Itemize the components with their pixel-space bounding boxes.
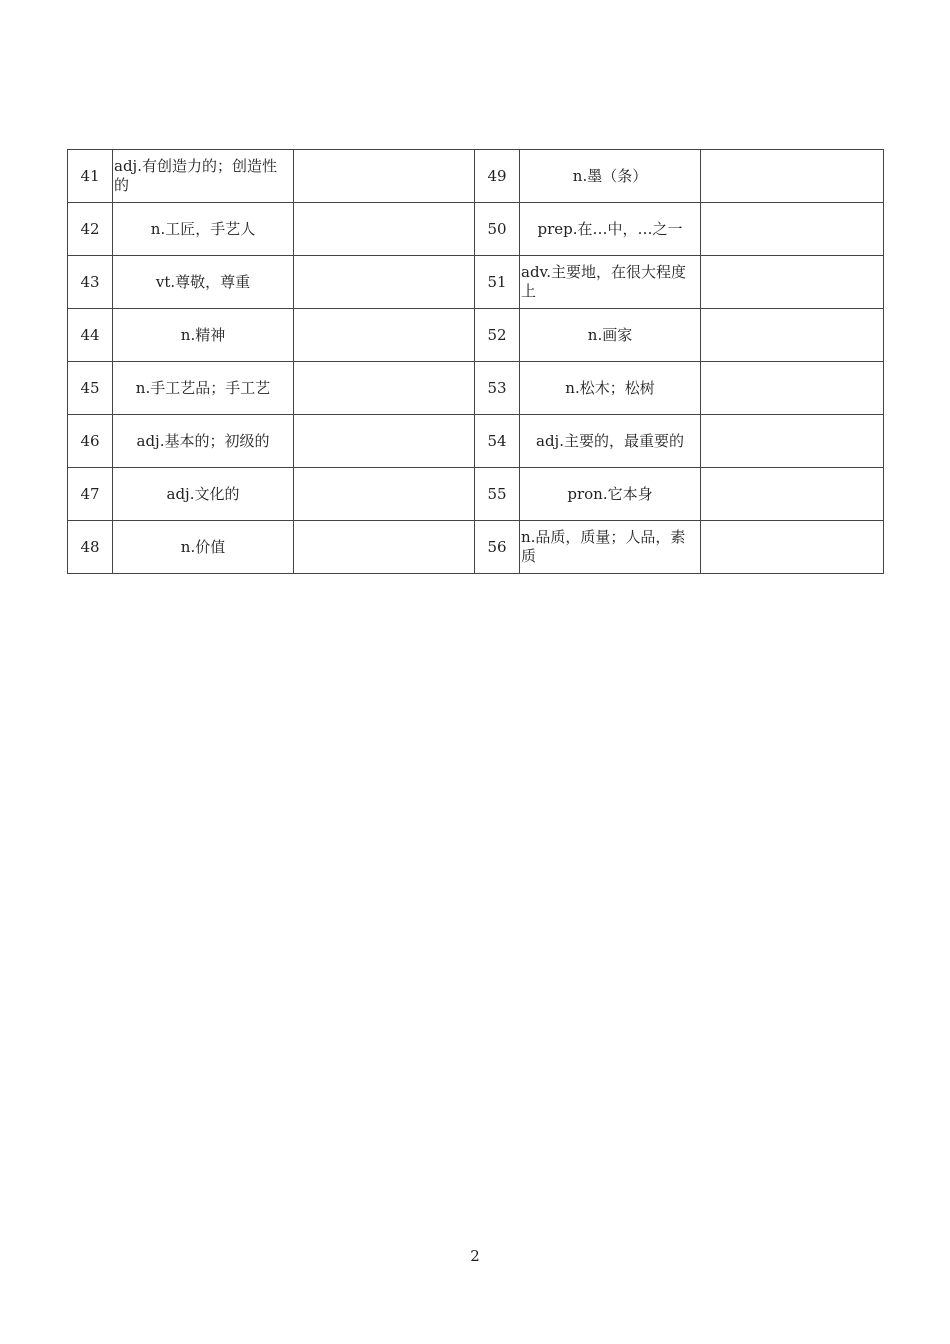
item-meaning: n.松木；松树 — [520, 362, 701, 415]
item-meaning: n.价值 — [113, 521, 294, 574]
table-row — [68, 521, 884, 574]
item-number: 41 — [68, 150, 113, 203]
item-number: 43 — [68, 256, 113, 309]
item-number: 45 — [68, 362, 113, 415]
table-row — [68, 150, 884, 203]
item-number: 49 — [475, 150, 520, 203]
answer-cell[interactable] — [294, 256, 475, 309]
answer-cell[interactable] — [701, 521, 884, 574]
table-row — [68, 203, 884, 256]
answer-cell[interactable] — [294, 362, 475, 415]
table-row — [68, 256, 884, 309]
vocabulary-table — [67, 149, 884, 574]
item-number: 54 — [475, 415, 520, 468]
item-meaning: adj.基本的；初级的 — [113, 415, 294, 468]
item-meaning: n.工匠，手艺人 — [113, 203, 294, 256]
item-meaning: n.品质，质量；人品，素质 — [520, 521, 701, 574]
table-row — [68, 468, 884, 521]
item-number: 48 — [68, 521, 113, 574]
answer-cell[interactable] — [701, 415, 884, 468]
item-meaning: adj.主要的，最重要的 — [520, 415, 701, 468]
item-meaning: pron.它本身 — [520, 468, 701, 521]
page-number: 2 — [470, 1247, 480, 1265]
item-meaning: adj.有创造力的；创造性的 — [113, 150, 294, 203]
table-row — [68, 362, 884, 415]
answer-cell[interactable] — [294, 309, 475, 362]
item-number: 50 — [475, 203, 520, 256]
answer-cell[interactable] — [701, 150, 884, 203]
item-number: 46 — [68, 415, 113, 468]
answer-cell[interactable] — [701, 256, 884, 309]
item-number: 51 — [475, 256, 520, 309]
answer-cell[interactable] — [701, 309, 884, 362]
item-meaning: adj.文化的 — [113, 468, 294, 521]
answer-cell[interactable] — [294, 468, 475, 521]
table-row — [68, 309, 884, 362]
item-number: 47 — [68, 468, 113, 521]
table-row — [68, 415, 884, 468]
item-number: 55 — [475, 468, 520, 521]
item-meaning: n.画家 — [520, 309, 701, 362]
item-meaning: adv.主要地，在很大程度上 — [520, 256, 701, 309]
item-number: 56 — [475, 521, 520, 574]
item-number: 42 — [68, 203, 113, 256]
answer-cell[interactable] — [294, 415, 475, 468]
item-number: 44 — [68, 309, 113, 362]
item-meaning: prep.在…中，…之一 — [520, 203, 701, 256]
item-meaning: n.手工艺品；手工艺 — [113, 362, 294, 415]
answer-cell[interactable] — [701, 468, 884, 521]
answer-cell[interactable] — [294, 150, 475, 203]
item-number: 53 — [475, 362, 520, 415]
answer-cell[interactable] — [294, 521, 475, 574]
item-number: 52 — [475, 309, 520, 362]
item-meaning: n.墨（条） — [520, 150, 701, 203]
answer-cell[interactable] — [294, 203, 475, 256]
item-meaning: vt.尊敬，尊重 — [113, 256, 294, 309]
answer-cell[interactable] — [701, 203, 884, 256]
answer-cell[interactable] — [701, 362, 884, 415]
item-meaning: n.精神 — [113, 309, 294, 362]
